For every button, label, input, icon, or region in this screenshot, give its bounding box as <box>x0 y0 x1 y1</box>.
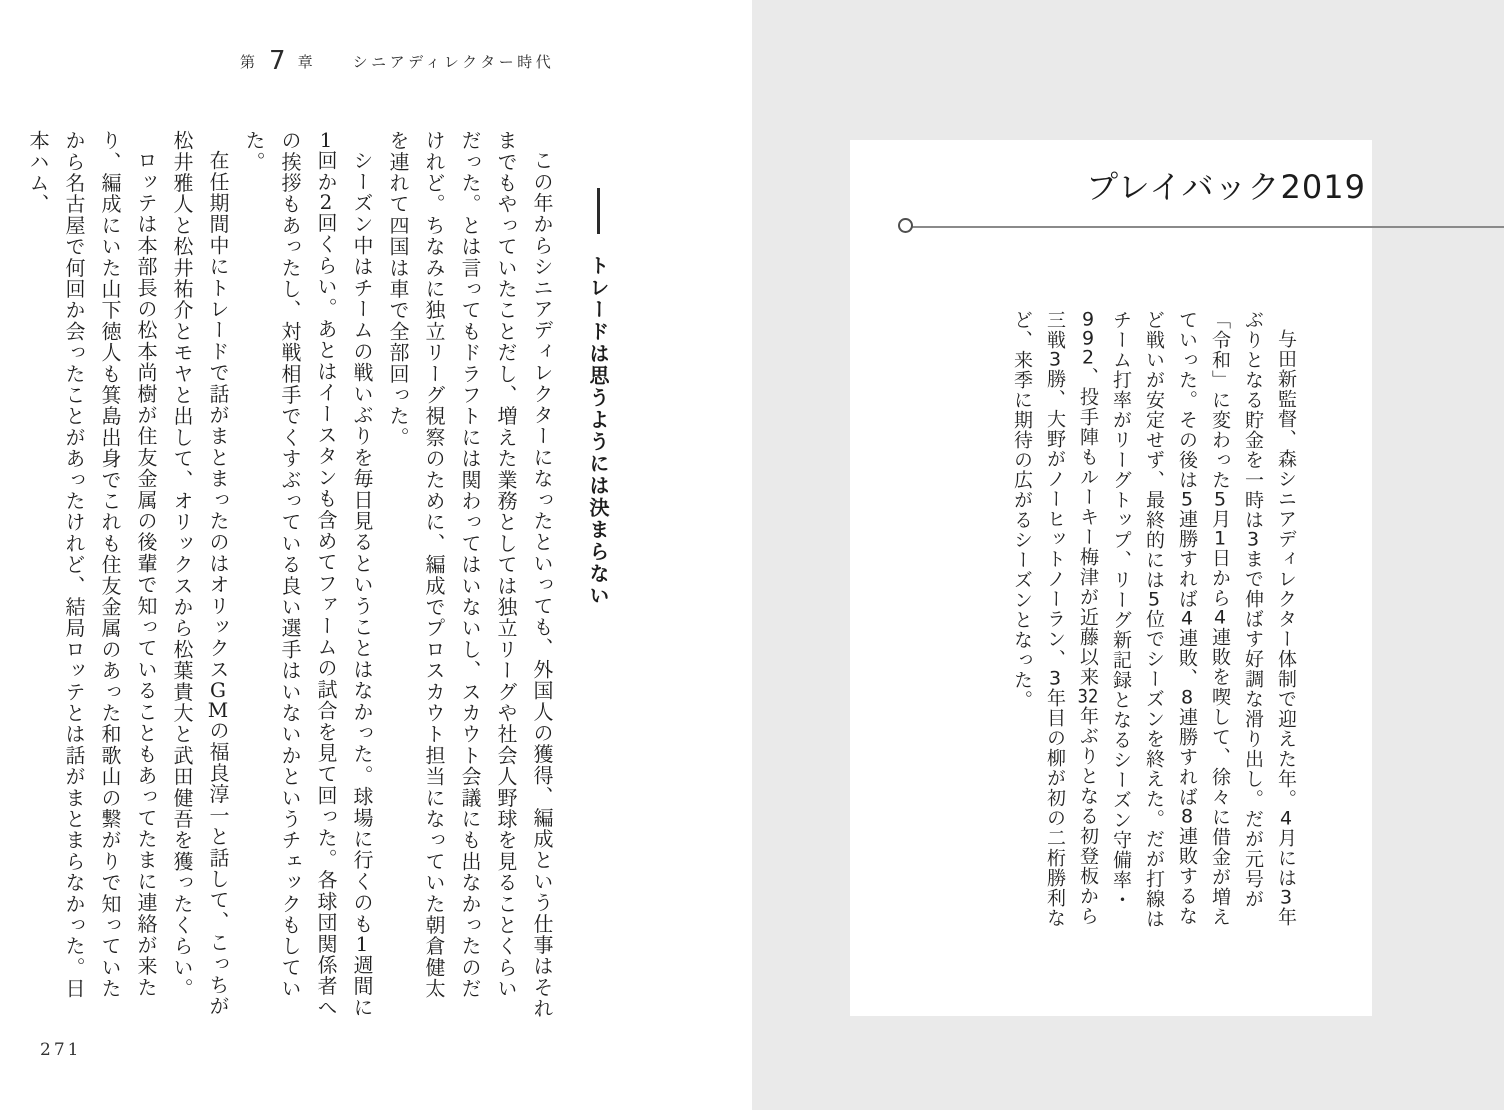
chapter-number: 7 <box>269 46 286 76</box>
chapter-header <box>240 46 554 76</box>
left-page-body <box>20 130 616 1020</box>
body-paragraph: この年からシニアディレクターになったといっても、外国人の獲得、編成という仕事はそれまでもやっていたことだし、増えた業務としては独立リーグや社会人野球を見ることくらいだった。とは言ってもドラフトには関わってはいないし、スカウト会議にも出なかったのだけれど。ちなみに独立リーグ視察のために、編成でプロスカウト担当になっていた朝倉健太を連れて四国は車で全部回った。 <box>386 130 554 1020</box>
title-underline-circle-icon <box>898 218 913 233</box>
body-paragraph: ロッテは本部長の松本尚樹が住友金属の後輩で知っていることもあってたまに連絡が来たり、編成にいた山下徳人も箕島出身でこれも住友金属のあった和歌山の繋がりで知っていたから名古屋で何回か会ったことがあったけれど、結局ロッテとは話がまとまらなかった。日本ハム、 <box>26 130 158 1000</box>
right-page <box>752 0 1504 1110</box>
heading-dash <box>597 188 600 234</box>
title-underline <box>912 226 1504 228</box>
section-heading <box>580 130 616 1020</box>
page-number: 271 <box>40 1040 82 1060</box>
body-paragraph: 在任期間中にトレードで話がまとまったのはオリックスGMの福良淳一と話して、こっちが松井雅人と松井祐介とモヤと出して、オリックスから松葉貴大と武田健吾を獲ったくらい。 <box>170 130 230 1017</box>
section-heading-text: トレードは思うようには決まらない <box>586 254 610 607</box>
chapter-suffix: 章 <box>297 52 317 71</box>
chapter-title: シニアディレクター時代 <box>352 52 555 71</box>
body-paragraph: シーズン中はチームの戦いぶりを毎日見るということはなかった。球場に行くのも1週間に1回か2回くらい。あとはイースタンも含めてファームの試合を見て回った。各球団関係者への挨拶もあったし、対戦相手でくすぶっている良い選手はいないかというチェックもしていた。 <box>242 130 374 1019</box>
playback-title: プレイバック2019 <box>1086 168 1366 206</box>
chapter-prefix: 第 <box>240 52 260 71</box>
playback-body: 与田新監督、森シニアディレクター体制で迎えた年。4月には3年ぶりとなる貯金を一時は3まで伸ばす好調な滑り出し。だが元号が「令和」に変わった5月1日から4連敗を喫して、徐々に借金が増えていった。その後は5連勝すれば4連敗、8連勝すれば8連敗するなど戦いが安定せず、最終的には5位でシーズンを終えた。だが打線はチーム打率がリーグトップ、リーグ新記録となるシーズン守備率・992、投手陣もルーキー梅津が近藤以来32年ぶりとなる初登板から三戦3勝、大野がノーヒットノーラン、3年目の柳が初の二桁勝利など、来季に期待の広がるシーズンとなった。 <box>1011 310 1297 929</box>
playback-card <box>850 140 1372 1016</box>
